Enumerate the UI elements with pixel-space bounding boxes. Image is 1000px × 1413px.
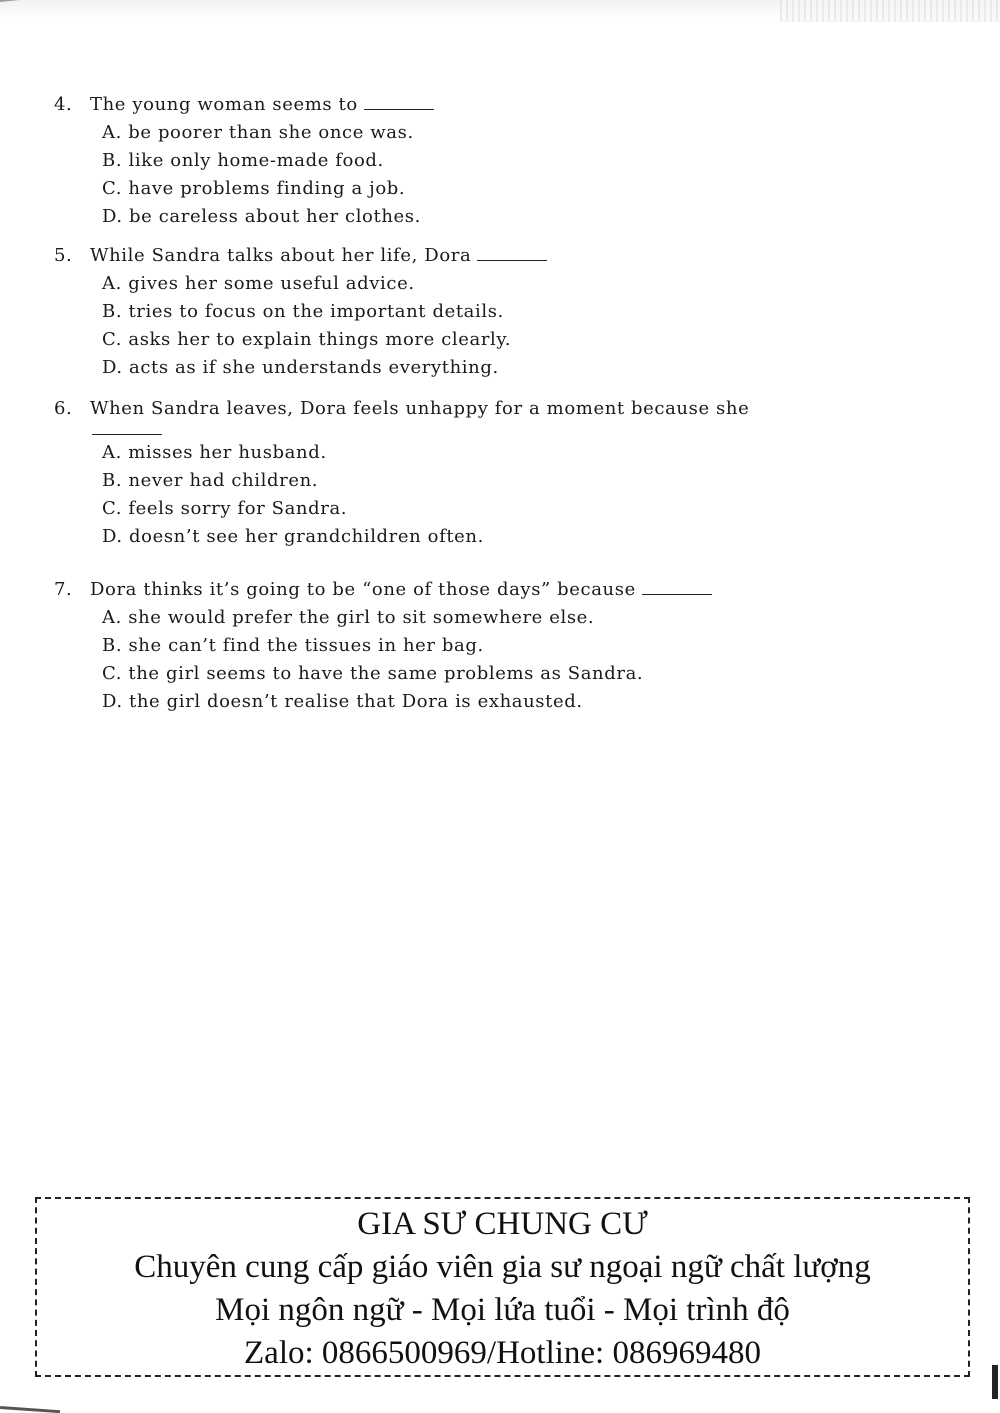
notice-line-services: Chuyên cung cấp giáo viên gia sư ngoại ngữ chất lượng xyxy=(134,1249,871,1285)
answer-blank xyxy=(477,259,547,261)
option-a: A. gives her some useful advice. xyxy=(102,273,415,294)
option-c: C. the girl seems to have the same problems as Sandra. xyxy=(102,663,644,684)
scan-bottom-mark xyxy=(0,1406,60,1413)
question-text: While Sandra talks about her life, Dora xyxy=(90,245,472,266)
question-stem xyxy=(54,94,434,115)
tutor-notice-box xyxy=(35,1197,970,1377)
question-stem xyxy=(54,398,749,419)
question-6 xyxy=(54,398,749,547)
question-number: 5. xyxy=(54,245,73,266)
question-text: When Sandra leaves, Dora feels unhappy for a moment because she xyxy=(90,398,750,419)
option-a: A. be poorer than she once was. xyxy=(102,122,414,143)
notice-title: GIA SƯ CHUNG CƯ xyxy=(357,1206,648,1242)
option-d: D. be careless about her clothes. xyxy=(102,206,421,227)
option-b: B. like only home-made food. xyxy=(102,150,384,171)
question-7 xyxy=(54,579,712,712)
option-d: D. the girl doesn’t realise that Dora is exhausted. xyxy=(102,691,583,712)
question-number: 7. xyxy=(54,579,73,600)
option-b: B. tries to focus on the important details. xyxy=(102,301,504,322)
question-number: 6. xyxy=(54,398,73,419)
option-a: A. she would prefer the girl to sit somewhere else. xyxy=(102,607,595,628)
question-4 xyxy=(54,94,434,227)
option-b: B. she can’t find the tissues in her bag. xyxy=(102,635,484,656)
scan-right-bar xyxy=(992,1365,998,1399)
option-c: C. feels sorry for Sandra. xyxy=(102,498,348,519)
question-5 xyxy=(54,245,547,378)
question-text: Dora thinks it’s going to be “one of those days” because xyxy=(90,579,636,600)
scan-edge-right xyxy=(780,0,1000,22)
option-c: C. have problems finding a job. xyxy=(102,178,406,199)
answer-blank xyxy=(642,593,712,595)
option-c: C. asks her to explain things more clearly. xyxy=(102,329,512,350)
question-stem xyxy=(54,579,712,600)
answer-blank xyxy=(92,433,162,435)
question-number: 4. xyxy=(54,94,73,115)
option-a: A. misses her husband. xyxy=(102,442,327,463)
notice-line-audience: Mọi ngôn ngữ - Mọi lứa tuổi - Mọi trình độ xyxy=(215,1292,790,1328)
option-d: D. acts as if she understands everything. xyxy=(102,357,499,378)
option-b: B. never had children. xyxy=(102,470,319,491)
question-stem xyxy=(54,245,547,266)
option-d: D. doesn’t see her grandchildren often. xyxy=(102,526,484,547)
answer-blank xyxy=(364,108,434,110)
notice-line-contact: Zalo: 0866500969/Hotline: 086969480 xyxy=(244,1335,761,1371)
question-text: The young woman seems to xyxy=(90,94,358,115)
